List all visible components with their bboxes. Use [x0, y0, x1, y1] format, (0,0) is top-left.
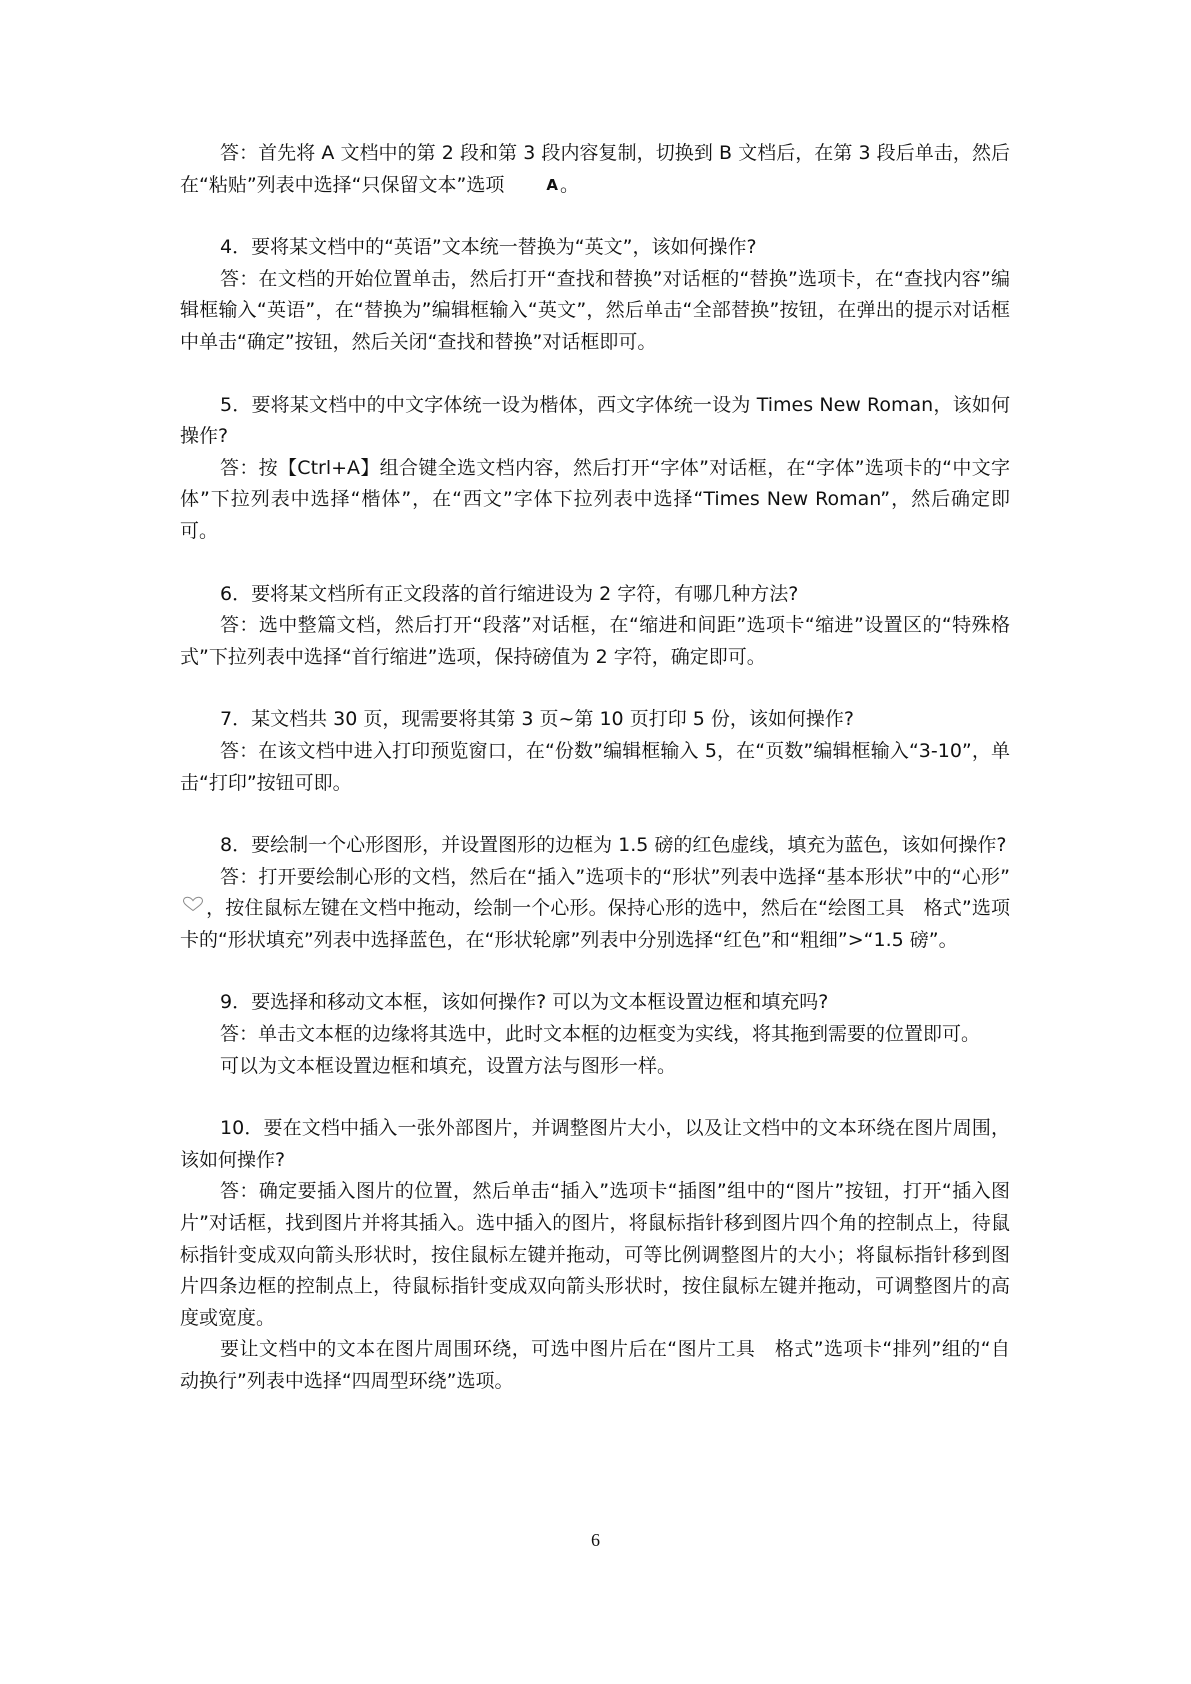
answer-text: 可以为文本框设置边框和填充，设置方法与图形一样。 [220, 1054, 677, 1077]
question-block-8 [180, 830, 1010, 956]
answer-text: 答：打开要绘制心形的文档，然后在“插入”选项卡的“形状”列表中选择“基本形状”中的“心形” [220, 865, 1010, 888]
answer-block-3 [180, 138, 1010, 201]
question-block-6 [180, 579, 1010, 674]
answer-text: 答：首先将 A 文档中的第 2 段和第 3 段内容复制，切换到 B 文档后，在第 3 段后单击，然后在“粘贴”列表中选择“只保留文本”选项 [180, 142, 1010, 196]
question-block-9 [180, 987, 1010, 1082]
answer-paragraph [180, 862, 1010, 957]
answer-text: 答：在该文档中进入打印预览窗口，在“份数”编辑框输入 5，在“页数”编辑框输入“3-10”，单击“打印”按钮可即。 [180, 739, 1010, 794]
paste-text-only-icon: A [546, 175, 558, 194]
answer-text: 答：选中整篇文档，然后打开“段落”对话框，在“缩进和间距”选项卡“缩进”设置区的“特殊格式”下拉列表中选择“首行缩进”选项，保持磅值为 2 字符，确定即可。 [180, 614, 1010, 668]
answer-text-end: ，按住鼠标左键在文档中拖动，绘制一个心形。保持心形的选中，然后在“绘图工具 格式”选项卡的“形状填充”列表中选择蓝色，在“形状轮廓”列表中分别选择“红色”和“粗细”>“1.5 磅”。 [180, 897, 1010, 951]
question-block-5 [180, 390, 1010, 548]
question-text: 4．要将某文档中的“英语”文本统一替换为“英文”，该如何操作? [220, 236, 757, 259]
question-text: 6．要将某文档所有正文段落的首行缩进设为 2 字符，有哪几种方法? [220, 582, 799, 605]
answer-text: 要让文档中的文本在图片周围环绕，可选中图片后在“图片工具 格式”选项卡“排列”组的“自动换行”列表中选择“四周型环绕”选项。 [180, 1338, 1010, 1392]
answer-text: 答：单击文本框的边缘将其选中，此时文本框的边框变为实线，将其拖到需要的位置即可。 [220, 1023, 981, 1046]
answer-text: 答：确定要插入图片的位置，然后单击“插入”选项卡“插图”组中的“图片”按钮，打开“插入图片”对话框，找到图片并将其插入。选中插入的图片，将鼠标指针移到图片四个角的控制点上，待鼠标指针变成双向箭头形状时，按住鼠标左键并拖动，可等比例调整图片的大小；将鼠标指针移到图片四条边框的控制点上，待鼠标指针变成双向箭头形状时，按住鼠标左键并拖动，可调整图片的高度或宽度。 [180, 1180, 1010, 1329]
question-text: 10．要在文档中插入一张外部图片，并调整图片大小，以及让文档中的文本环绕在图片周围，该如何操作? [180, 1117, 1010, 1171]
page-number: 6 [591, 1530, 600, 1550]
question-text: 9．要选择和移动文本框，该如何操作? 可以为文本框设置边框和填充吗? [220, 991, 829, 1014]
question-text: 8．要绘制一个心形图形，并设置图形的边框为 1.5 磅的红色虚线，填充为蓝色，该如何操作? [220, 834, 1007, 857]
question-block-7 [180, 704, 1010, 799]
question-block-4 [180, 232, 1010, 358]
answer-text: 答：在文档的开始位置单击，然后打开“查找和替换”对话框的“替换”选项卡，在“查找内容”编辑框输入“英语”，在“替换为”编辑框输入“英文”，然后单击“全部替换”按钮，在弹出的提示对话框中单击“确定”按钮，然后关闭“查找和替换”对话框即可。 [180, 267, 1010, 353]
question-text: 7．某文档共 30 页，现需要将其第 3 页~第 10 页打印 5 份，该如何操作? [220, 708, 854, 731]
answer-text: 答：按【Ctrl+A】组合键全选文档内容，然后打开“字体”对话框，在“字体”选项卡的“中文字体”下拉列表中选择“楷体”，在“西文”字体下拉列表中选择“Times New Roman”，然后确定即可。 [180, 456, 1010, 542]
document-body [180, 138, 1010, 1429]
heart-outline-icon [182, 896, 204, 912]
answer-text-end: 。 [559, 173, 579, 196]
answer-paragraph [180, 138, 1010, 201]
question-text: 5．要将某文档中的中文字体统一设为楷体，西文字体统一设为 Times New Roman，该如何操作? [180, 393, 1010, 448]
question-block-10 [180, 1113, 1010, 1397]
